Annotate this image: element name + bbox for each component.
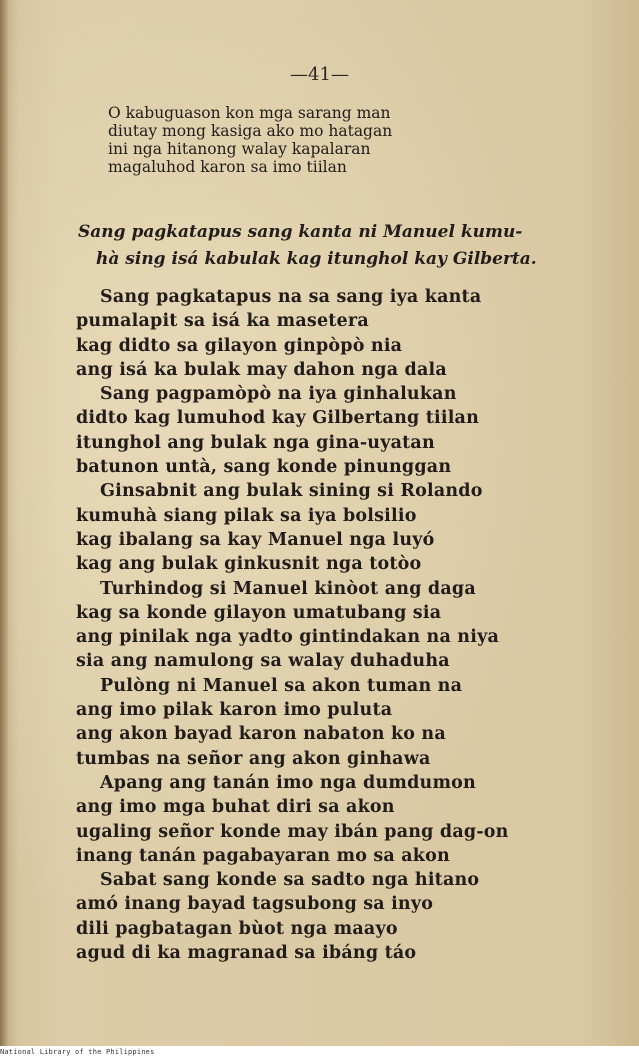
verse-line: itunghol ang bulak nga gina-uyatan [76,432,435,453]
verse-line: dili pagbatagan bùot nga maayo [76,918,398,939]
verse-line: ang isá ka bulak may dahon nga dala [76,359,447,380]
stanza-line: ini nga hitanong walay kapalaran [108,140,371,158]
verse-line: kumuhà siang pilak sa iya bolsilio [76,505,417,526]
verse-line: inang tanán pagabayaran mo sa akon [76,845,450,866]
verse-line: tumbas na señor ang akon ginhawa [76,748,431,769]
verse-line: Sang pagpamòpò na iya ginhalukan [100,384,457,405]
intro-line: hà sing isá kabulak kag itunghol kay Gilberta. [96,249,537,269]
verse-line: Pulòng ni Manuel sa akon tuman na [100,675,463,696]
verse-line: agud di ka magranad sa ibáng táo [76,943,417,964]
opening-stanza [108,104,392,176]
stanza-line: diutay mong kasiga ako mo hatagan [108,122,393,140]
library-credit: National Library of the Philippines [0,1048,155,1056]
italic-intro [78,219,537,273]
verse-line: Ginsabnit ang bulak sining si Rolando [100,481,483,502]
verse-line: Turhindog si Manuel kinòot ang daga [100,578,476,599]
stanza-line: O kabuguason kon mga sarang man [108,104,391,122]
verse-line: Apang ang tanán imo nga dumdumon [100,772,476,793]
verse-line: pumalapit sa isá ka masetera [76,311,369,332]
verse-line: batunon untà, sang konde pinunggan [76,457,452,478]
verse-line: ugaling señor konde may ibán pang dag-on [76,821,509,842]
verse-line: Sabat sang konde sa sadto nga hitano [100,870,480,891]
verse-line: sia ang namulong sa walay duhaduha [76,651,450,672]
verse-line: ang imo mga buhat diri sa akon [76,797,395,818]
verse-line: amó inang bayad tagsubong sa inyo [76,894,434,915]
verse-line: ang imo pilak karon imo puluta [76,700,393,721]
verse-line: ang akon bayad karon nabaton ko na [76,724,446,745]
verse-body [76,285,509,965]
verse-line: kag didto sa gilayon ginpòpò nia [76,335,403,356]
verse-line: kag ang bulak ginkusnit nga totòo [76,554,422,575]
verse-line: kag ibalang sa kay Manuel nga luyó [76,529,435,550]
intro-line: Sang pagkatapus sang kanta ni Manuel kumu- [78,222,523,242]
verse-line: Sang pagkatapus na sa sang iya kanta [100,287,482,307]
verse-line: kag sa konde gilayon umatubang sia [76,602,442,623]
verse-line: didto kag lumuhod kay Gilbertang tiilan [76,408,480,429]
stanza-line: magaluhod karon sa imo tiilan [108,158,347,176]
verse-line: ang pinilak nga yadto gintindakan na niya [76,627,499,648]
page-number: —41— [290,64,349,85]
